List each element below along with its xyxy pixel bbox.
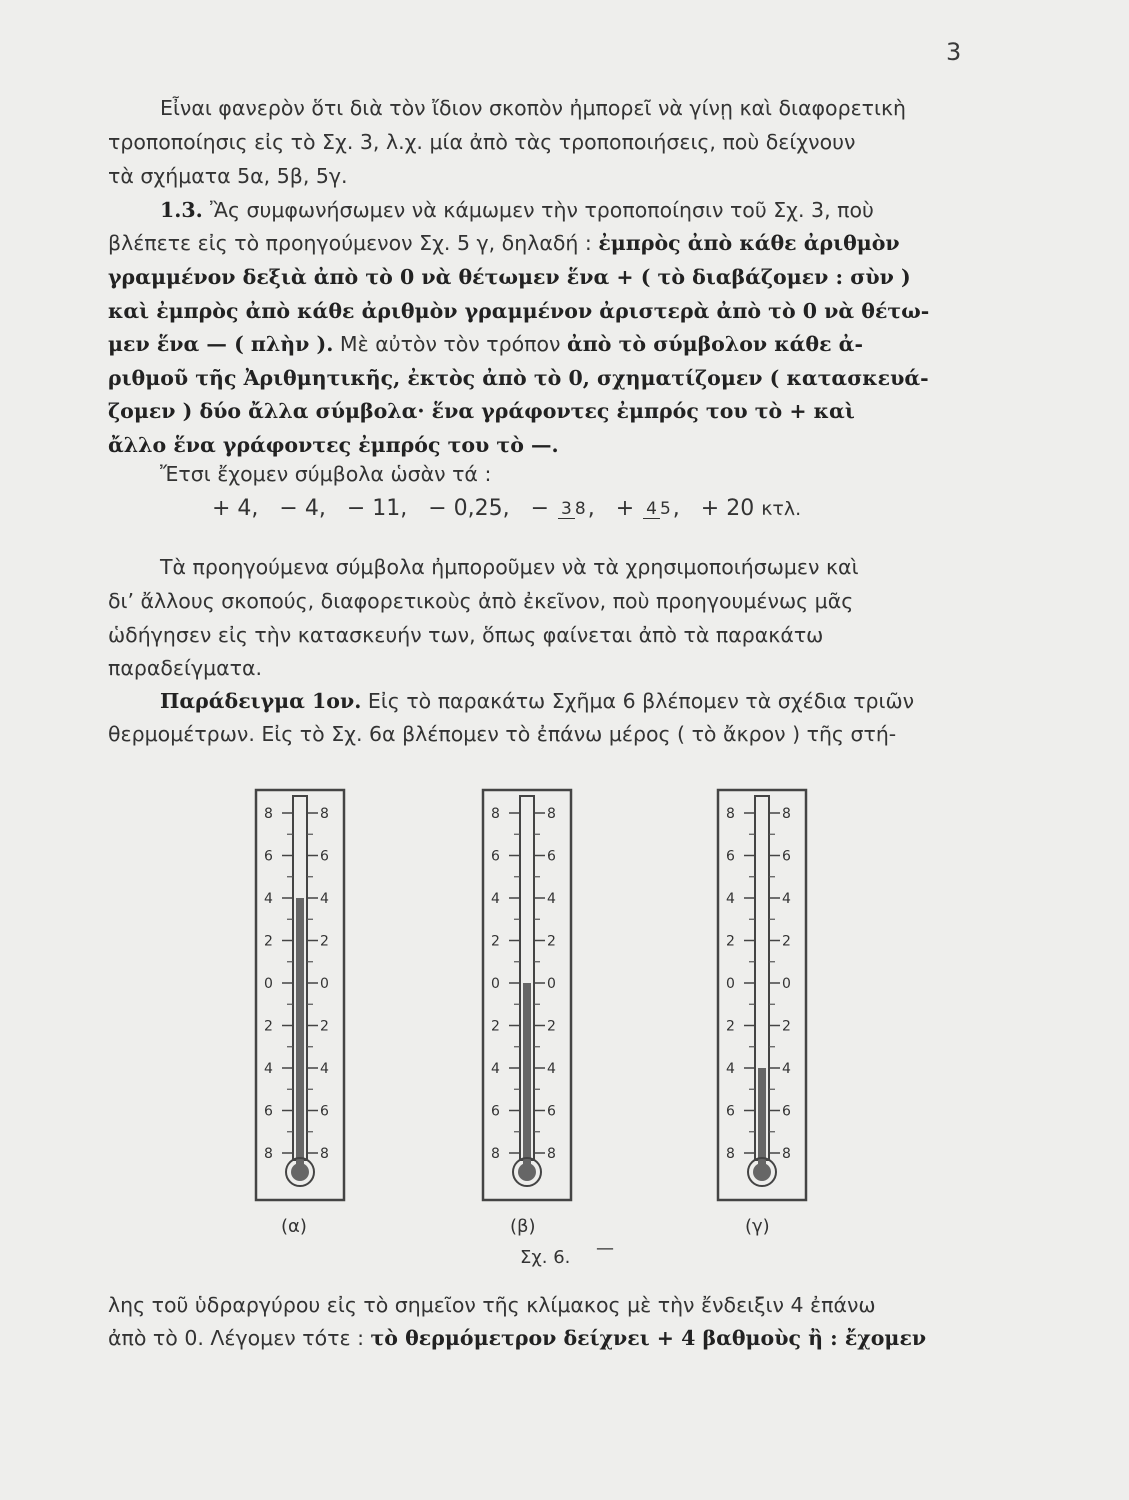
scale-label-left: 2 <box>726 1018 735 1035</box>
section-number: 1.3. <box>160 198 210 222</box>
scale-label-right: 6 <box>320 848 329 865</box>
scale-label-left: 8 <box>264 1146 273 1162</box>
text-span: Μὲ αὐτὸν τὸν τρόπον <box>333 332 568 356</box>
symbol-sign: − <box>530 496 550 521</box>
scale-label-right: 0 <box>320 976 329 992</box>
bold-span: γραμμένον δεξιὰ ἀπὸ τὸ 0 νὰ θέτωμεν ἕνα + ( τὸ διαβάζομεν : σὺν ) <box>108 265 911 289</box>
scale-label-left: 6 <box>726 1103 735 1120</box>
fraction-numerator: 3 <box>558 500 575 519</box>
scale-label-left: 2 <box>264 933 273 950</box>
scale-label-left: 8 <box>726 806 735 822</box>
text-line: θερμομέτρων. Εἰς τὸ Σχ. 6α βλέπομεν τὸ ἐπάνω μέρος ( τὸ ἄκρον ) τῆς στή- <box>108 722 897 746</box>
scale-label-right: 8 <box>547 806 556 822</box>
scale-label-left: 2 <box>491 1018 500 1035</box>
bulb-mercury <box>518 1163 536 1181</box>
scale-label-left: 2 <box>726 933 735 950</box>
scale-label-left: 4 <box>264 1061 273 1077</box>
symbol-sign: + <box>615 496 635 521</box>
bulb-mercury <box>291 1163 309 1181</box>
scale-label-right: 4 <box>782 1061 791 1077</box>
scale-label-right: 0 <box>782 976 791 992</box>
text-line: δι’ ἄλλους σκοπούς, διαφορετικοὺς ἀπὸ ἐκεῖνον, ποὺ προηγουμένως μᾶς <box>108 589 854 613</box>
text-line <box>108 1325 968 1351</box>
symbol-comma: , <box>587 496 595 521</box>
text-span: Εἰς τὸ παρακάτω Σχῆμα 6 βλέπομεν τὰ σχέδια τριῶν <box>361 689 915 713</box>
scale-label-left: 8 <box>491 806 500 822</box>
bold-span: τὸ θερμόμετρον δείχνει + 4 βαθμοὺς ἢ : ἔχομεν <box>370 1326 927 1350</box>
scale-label-left: 6 <box>491 1103 500 1120</box>
mercury-column <box>523 983 531 1166</box>
scale-label-left: 0 <box>726 976 735 992</box>
scale-label-left: 0 <box>264 976 273 992</box>
scale-label-right: 6 <box>782 848 791 865</box>
scale-label-left: 0 <box>491 976 500 992</box>
scale-label-left: 4 <box>491 891 500 907</box>
scale-label-right: 4 <box>320 1061 329 1077</box>
scale-label-right: 8 <box>782 806 791 822</box>
scale-label-left: 8 <box>726 1146 735 1162</box>
scale-label-right: 2 <box>782 933 791 950</box>
text-line: ὡδήγησεν εἰς τὴν κατασκευήν των, ὅπως φαίνεται ἀπὸ τὰ παρακάτω <box>108 623 824 647</box>
fraction-denominator: 8 <box>574 498 586 519</box>
text-line: παραδείγματα. <box>108 656 263 680</box>
fraction-denominator: 5 <box>659 498 671 519</box>
scale-label-right: 4 <box>547 1061 556 1077</box>
scale-label-right: 8 <box>320 1146 329 1162</box>
bold-span: ἐμπρὸς ἀπὸ κάθε ἀριθμὸν <box>598 231 900 255</box>
bulb-mercury <box>753 1163 771 1181</box>
scale-label-left: 6 <box>264 1103 273 1120</box>
text-span: ἀπὸ τὸ 0. Λέγομεν τότε : <box>108 1326 371 1350</box>
symbol: + 4, <box>212 496 259 521</box>
page-number: 3 <box>946 38 962 66</box>
symbol-comma: , <box>672 496 680 521</box>
caption-b: (β) <box>510 1216 536 1237</box>
scale-label-left: 2 <box>264 1018 273 1035</box>
example-title: Παράδειγμα 1ον. <box>160 689 362 713</box>
scale-label-left: 6 <box>491 848 500 865</box>
scale-label-left: 6 <box>264 848 273 865</box>
fraction-numerator: 4 <box>643 500 660 519</box>
scale-label-left: 4 <box>264 891 273 907</box>
mercury-column <box>758 1068 766 1166</box>
scale-label-right: 0 <box>547 976 556 992</box>
scale-label-right: 2 <box>320 1018 329 1035</box>
text-line: Εἶναι φανερὸν ὅτι διὰ τὸν ἴδιον σκοπὸν ἠμπορεῖ νὰ γίνῃ καὶ διαφορετικὴ <box>160 96 907 120</box>
stray-mark: — <box>596 1238 614 1259</box>
mercury-column <box>296 898 304 1166</box>
scale-label-right: 2 <box>782 1018 791 1035</box>
bold-span: καὶ ἐμπρὸς ἀπὸ κάθε ἀριθμὸν γραμμένον ἀριστερὰ ἀπὸ τὸ 0 νὰ θέτω- <box>108 299 930 323</box>
scale-label-right: 8 <box>547 1146 556 1162</box>
bold-span: ζομεν ) δύο ἄλλα σύμβολα· ἕνα γράφοντες ἐμπρός του τὸ + καὶ <box>108 399 855 423</box>
text-line: τροποποίησις εἰς τὸ Σχ. 3, λ.χ. μία ἀπὸ τὰς τροποποιήσεις, ποὺ δείχνουν <box>108 130 856 154</box>
scale-label-left: 4 <box>726 1061 735 1077</box>
scale-label-left: 6 <box>726 848 735 865</box>
text-line: Τὰ προηγούμενα σύμβολα ἠμποροῦμεν νὰ τὰ χρησιμοποιήσωμεν καὶ <box>160 555 859 579</box>
scale-label-right: 6 <box>782 1103 791 1120</box>
scale-label-left: 8 <box>491 1146 500 1162</box>
scale-label-right: 4 <box>320 891 329 907</box>
scale-label-right: 8 <box>320 806 329 822</box>
symbol: + 20 <box>700 496 755 521</box>
bold-span: ριθμοῦ τῆς Ἀριθμητικῆς, ἐκτὸς ἀπὸ τὸ 0, σχηματίζομεν ( κατασκευά- <box>108 366 929 390</box>
text-line: λης τοῦ ὑδραργύρου εἰς τὸ σημεῖον τῆς κλίμακος μὲ τὴν ἔνδειξιν 4 ἐπάνω <box>108 1293 876 1317</box>
scale-label-left: 4 <box>726 891 735 907</box>
scale-label-left: 8 <box>264 806 273 822</box>
text-span: βλέπετε εἰς τὸ προηγούμενον Σχ. 5 γ, δηλαδή : <box>108 231 599 255</box>
scale-label-right: 4 <box>782 891 791 907</box>
symbol: − 11, <box>346 496 408 521</box>
scale-label-right: 8 <box>782 1146 791 1162</box>
scale-label-right: 6 <box>547 1103 556 1120</box>
text-line: Ἔτσι ἔχομεν σύμβολα ὡσὰν τά : <box>160 462 492 486</box>
bold-span: μεν ἕνα — ( πλὴν ). <box>108 332 334 356</box>
scale-label-right: 2 <box>547 933 556 950</box>
symbol: − 4, <box>279 496 326 521</box>
caption-a: (α) <box>281 1216 307 1237</box>
symbol: κτλ. <box>761 498 802 520</box>
scale-label-right: 2 <box>320 933 329 950</box>
scale-label-left: 4 <box>491 1061 500 1077</box>
scale-label-right: 6 <box>320 1103 329 1120</box>
bold-span: ἀπὸ τὸ σύμβολον κάθε ἀ- <box>567 332 863 356</box>
scale-label-left: 2 <box>491 933 500 950</box>
symbol: − 0,25, <box>428 496 510 521</box>
bold-span: ἄλλο ἕνα γράφοντες ἐμπρός του τὸ —. <box>108 433 559 457</box>
text-span: Ἂς συμφωνήσωμεν νὰ κάμωμεν τὴν τροποποίησιν τοῦ Σχ. 3, ποὺ <box>209 198 874 222</box>
scale-label-right: 2 <box>547 1018 556 1035</box>
text-line: τὰ σχήματα 5α, 5β, 5γ. <box>108 164 348 188</box>
scale-label-right: 6 <box>547 848 556 865</box>
figure-title: Σχ. 6. <box>520 1247 571 1268</box>
caption-c: (γ) <box>745 1216 770 1237</box>
scale-label-right: 4 <box>547 891 556 907</box>
